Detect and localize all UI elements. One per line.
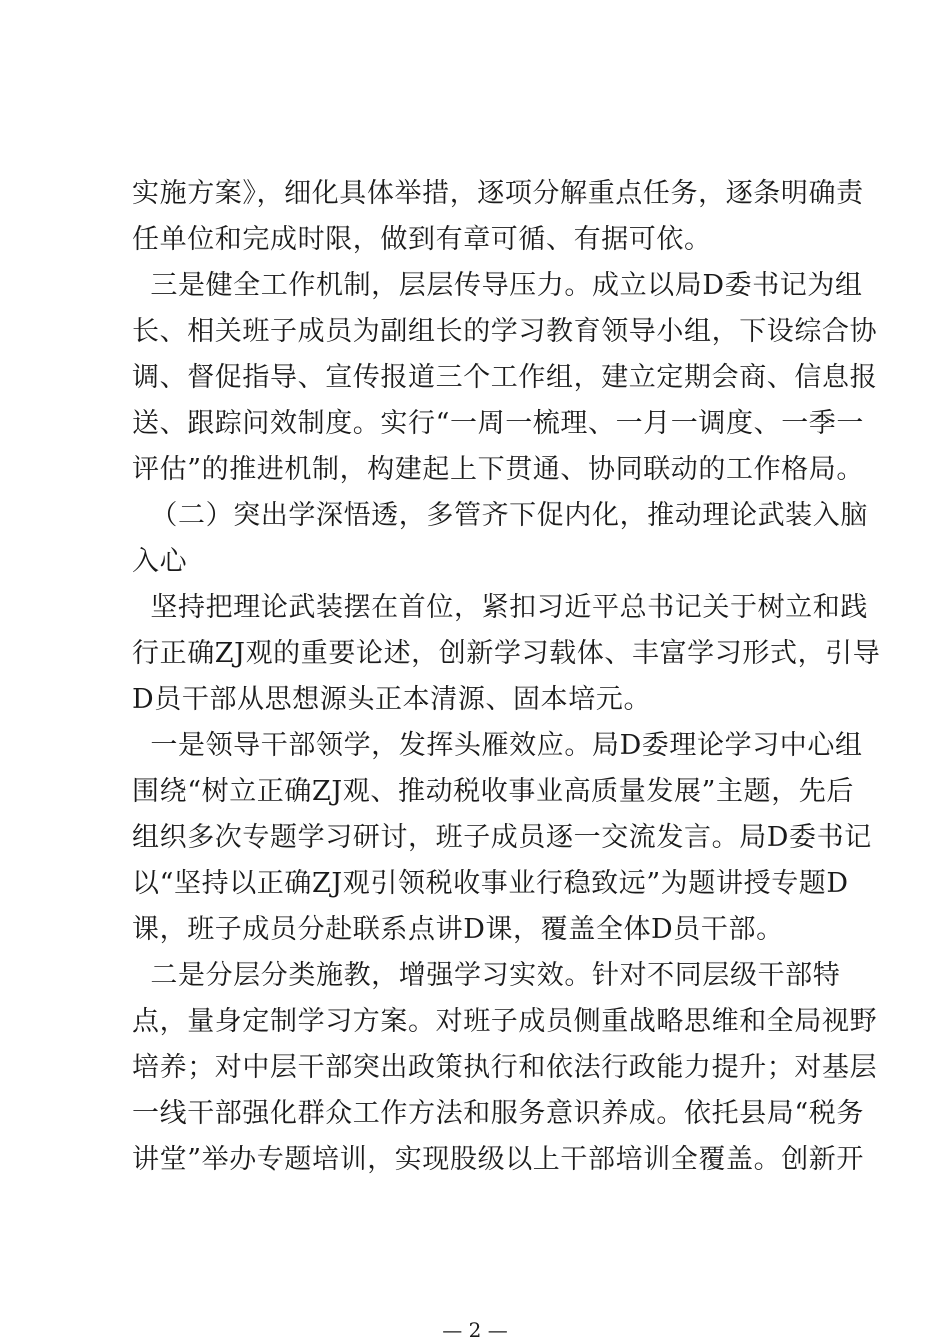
- body-text-line: 课，班子成员分赴联系点讲D课，覆盖全体D员干部。: [132, 914, 784, 945]
- section-heading-line: （二）突出学深悟透，多管齐下促内化，推动理论武装入脑: [132, 500, 868, 531]
- body-text-line: 一线干部强化群众工作方法和服务意识养成。依托县局“税务: [132, 1098, 865, 1129]
- body-text-line: 调、督促指导、宣传报道三个工作组，建立定期会商、信息报: [132, 362, 878, 393]
- body-text-line: 一是领导干部领学，发挥头雁效应。局D委理论学习中心组: [132, 730, 863, 761]
- body-text-line: 组织多次专题学习研讨，班子成员逐一交流发言。局D委书记: [132, 822, 872, 853]
- body-text-line: 评估”的推进机制，构建起上下贯通、协同联动的工作格局。: [132, 454, 865, 485]
- body-text-line: 长、相关班子成员为副组长的学习教育领导小组，下设综合协: [132, 316, 878, 347]
- body-text-line: 点，量身定制学习方案。对班子成员侧重战略思维和全局视野: [132, 1006, 878, 1037]
- body-text-line: 坚持把理论武装摆在首位，紧扣习近平总书记关于树立和践: [132, 592, 868, 623]
- section-heading-line: 入心: [132, 546, 188, 577]
- body-text-line: 实施方案》，细化具体举措，逐项分解重点任务，逐条明确责: [132, 178, 864, 209]
- body-text-line: 培养；对中层干部突出政策执行和依法行政能力提升；对基层: [132, 1052, 878, 1083]
- body-text-line: 三是健全工作机制，层层传导压力。成立以局D委书记为组: [132, 270, 863, 301]
- body-text-line: 行正确ZJ观的重要论述，创新学习载体、丰富学习形式，引导: [132, 638, 881, 669]
- body-text-line: D员干部从思想源头正本清源、固本培元。: [132, 684, 652, 715]
- body-text-line: 讲堂”举办专题培训，实现股级以上干部培训全覆盖。创新开: [132, 1144, 865, 1175]
- body-text-line: 围绕“树立正确ZJ观、推动税收事业高质量发展”主题，先后: [132, 776, 854, 807]
- body-text-line: 以“坚持以正确ZJ观引领税收事业行稳致远”为题讲授专题D: [132, 868, 849, 899]
- body-text-line: 二是分层分类施教，增强学习实效。针对不同层级干部特: [132, 960, 841, 991]
- body-text-line: 任单位和完成时限，做到有章可循、有据可依。: [132, 224, 712, 255]
- body-text-line: 送、跟踪问效制度。实行“一周一梳理、一月一调度、一季一: [132, 408, 865, 439]
- page-number: — 2 —: [442, 1318, 508, 1342]
